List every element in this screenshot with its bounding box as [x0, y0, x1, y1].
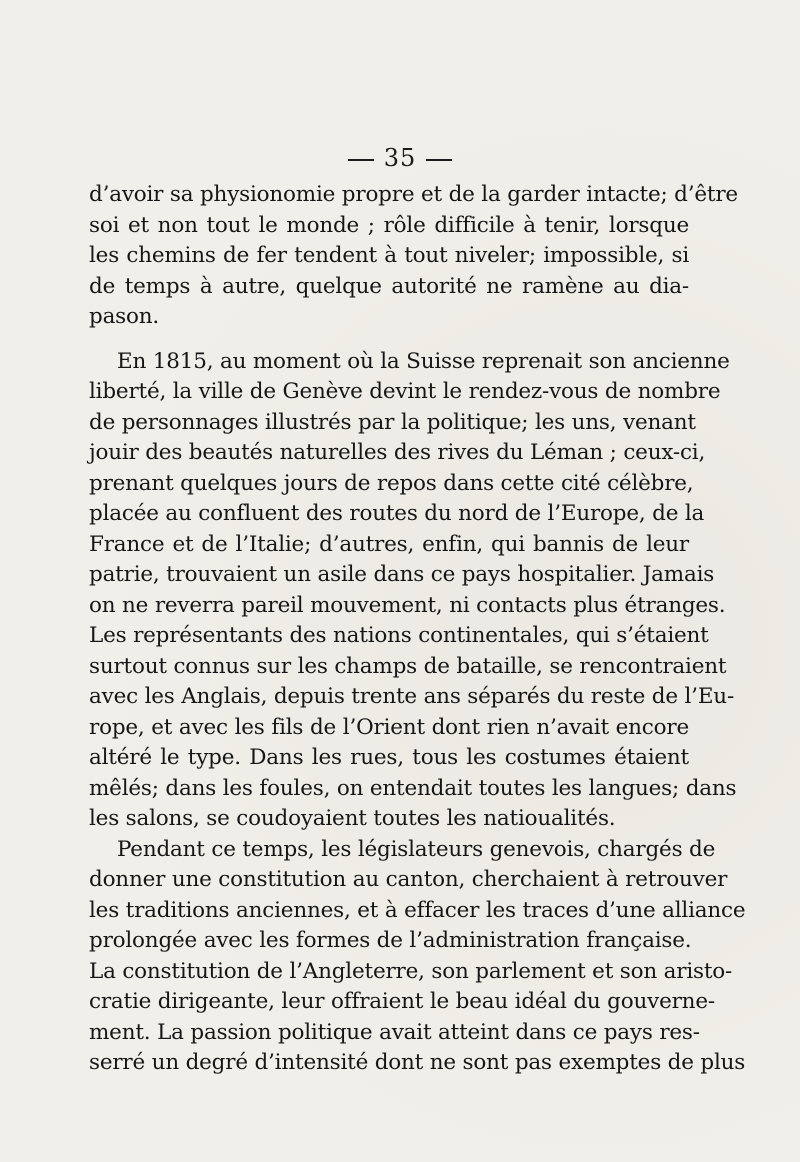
text-line: on ne reverra pareil mouvement, ni contacts plus étranges. [89, 592, 726, 618]
text-line: Pendant ce temps, les législateurs genevois, chargés de [117, 836, 716, 862]
text-line: donner une constitution au canton, cherchaient à retrouver [89, 867, 728, 892]
paragraph-2 [89, 347, 737, 835]
text-line: liberté, la ville de Genève devint le rendez-vous de nombre [89, 379, 721, 404]
text-line: d’avoir sa physionomie propre et de la garder intacte; d’être [89, 182, 738, 207]
text-line: Les représentants des nations continentales, qui s’étaient [89, 623, 709, 648]
text-line: les traditions anciennes, et à effacer les traces d’une alliance [89, 897, 746, 923]
text-line: de personnages illustrés par la politique; les uns, venant [89, 409, 696, 435]
text-line: les salons, se coudoyaient toutes les natioualités. [89, 806, 616, 831]
text-line: de temps à autre, quelque autorité ne ramène au dia- [89, 273, 689, 299]
text-line: jouir des beautés naturelles des rives du Léman ; ceux-ci, [89, 440, 706, 465]
text-line: pason. [89, 304, 160, 329]
text-line: cratie dirigeante, leur offraient le beau idéal du gouverne- [89, 989, 715, 1014]
text-line: prenant quelques jours de repos dans cette cité célèbre, [89, 470, 694, 496]
text-line: prolongée avec les formes de l’administration française. [89, 928, 692, 953]
text-line: ment. La passion politique avait atteint dans ce pays res- [89, 1019, 700, 1045]
paragraph-1 [89, 180, 738, 333]
text-line: rope, et avec les fils de l’Orient dont rien n’avait encore [89, 714, 689, 740]
paragraph-3 [89, 835, 746, 1079]
text-line: avec les Anglais, depuis trente ans séparés du reste de l’Eu- [89, 684, 735, 709]
text-line: La constitution de l’Angleterre, son parlement et son aristo- [89, 958, 733, 984]
text-line: surtout connus sur les champs de bataille, se rencontraient [89, 653, 727, 679]
text-line: serré un degré d’intensité dont ne sont pas exemptes de plus [89, 1050, 746, 1075]
body-text [89, 180, 746, 1079]
header-dash-right [426, 159, 452, 161]
text-line: En 1815, au moment où la Suisse reprenait son ancienne [117, 348, 730, 374]
page-number: 35 [383, 144, 417, 172]
text-line: patrie, trouvaient un asile dans ce pays hospitalier. Jamais [89, 562, 715, 587]
text-line: soi et non tout le monde ; rôle difficile à tenir, lorsque [89, 212, 689, 238]
text-line: les chemins de fer tendent à tout niveler; impossible, si [89, 243, 689, 268]
page-header [0, 144, 800, 172]
paragraph-gap [89, 333, 689, 347]
text-line: altéré le type. Dans les rues, tous les costumes étaient [89, 745, 689, 770]
header-dash-left [348, 159, 374, 161]
text-line: placée au confluent des routes du nord de l’Europe, de la [89, 501, 705, 526]
text-line: mêlés; dans les foules, on entendait toutes les langues; dans [89, 775, 737, 801]
text-line: France et de l’Italie; d’autres, enfin, qui bannis de leur [89, 531, 689, 557]
